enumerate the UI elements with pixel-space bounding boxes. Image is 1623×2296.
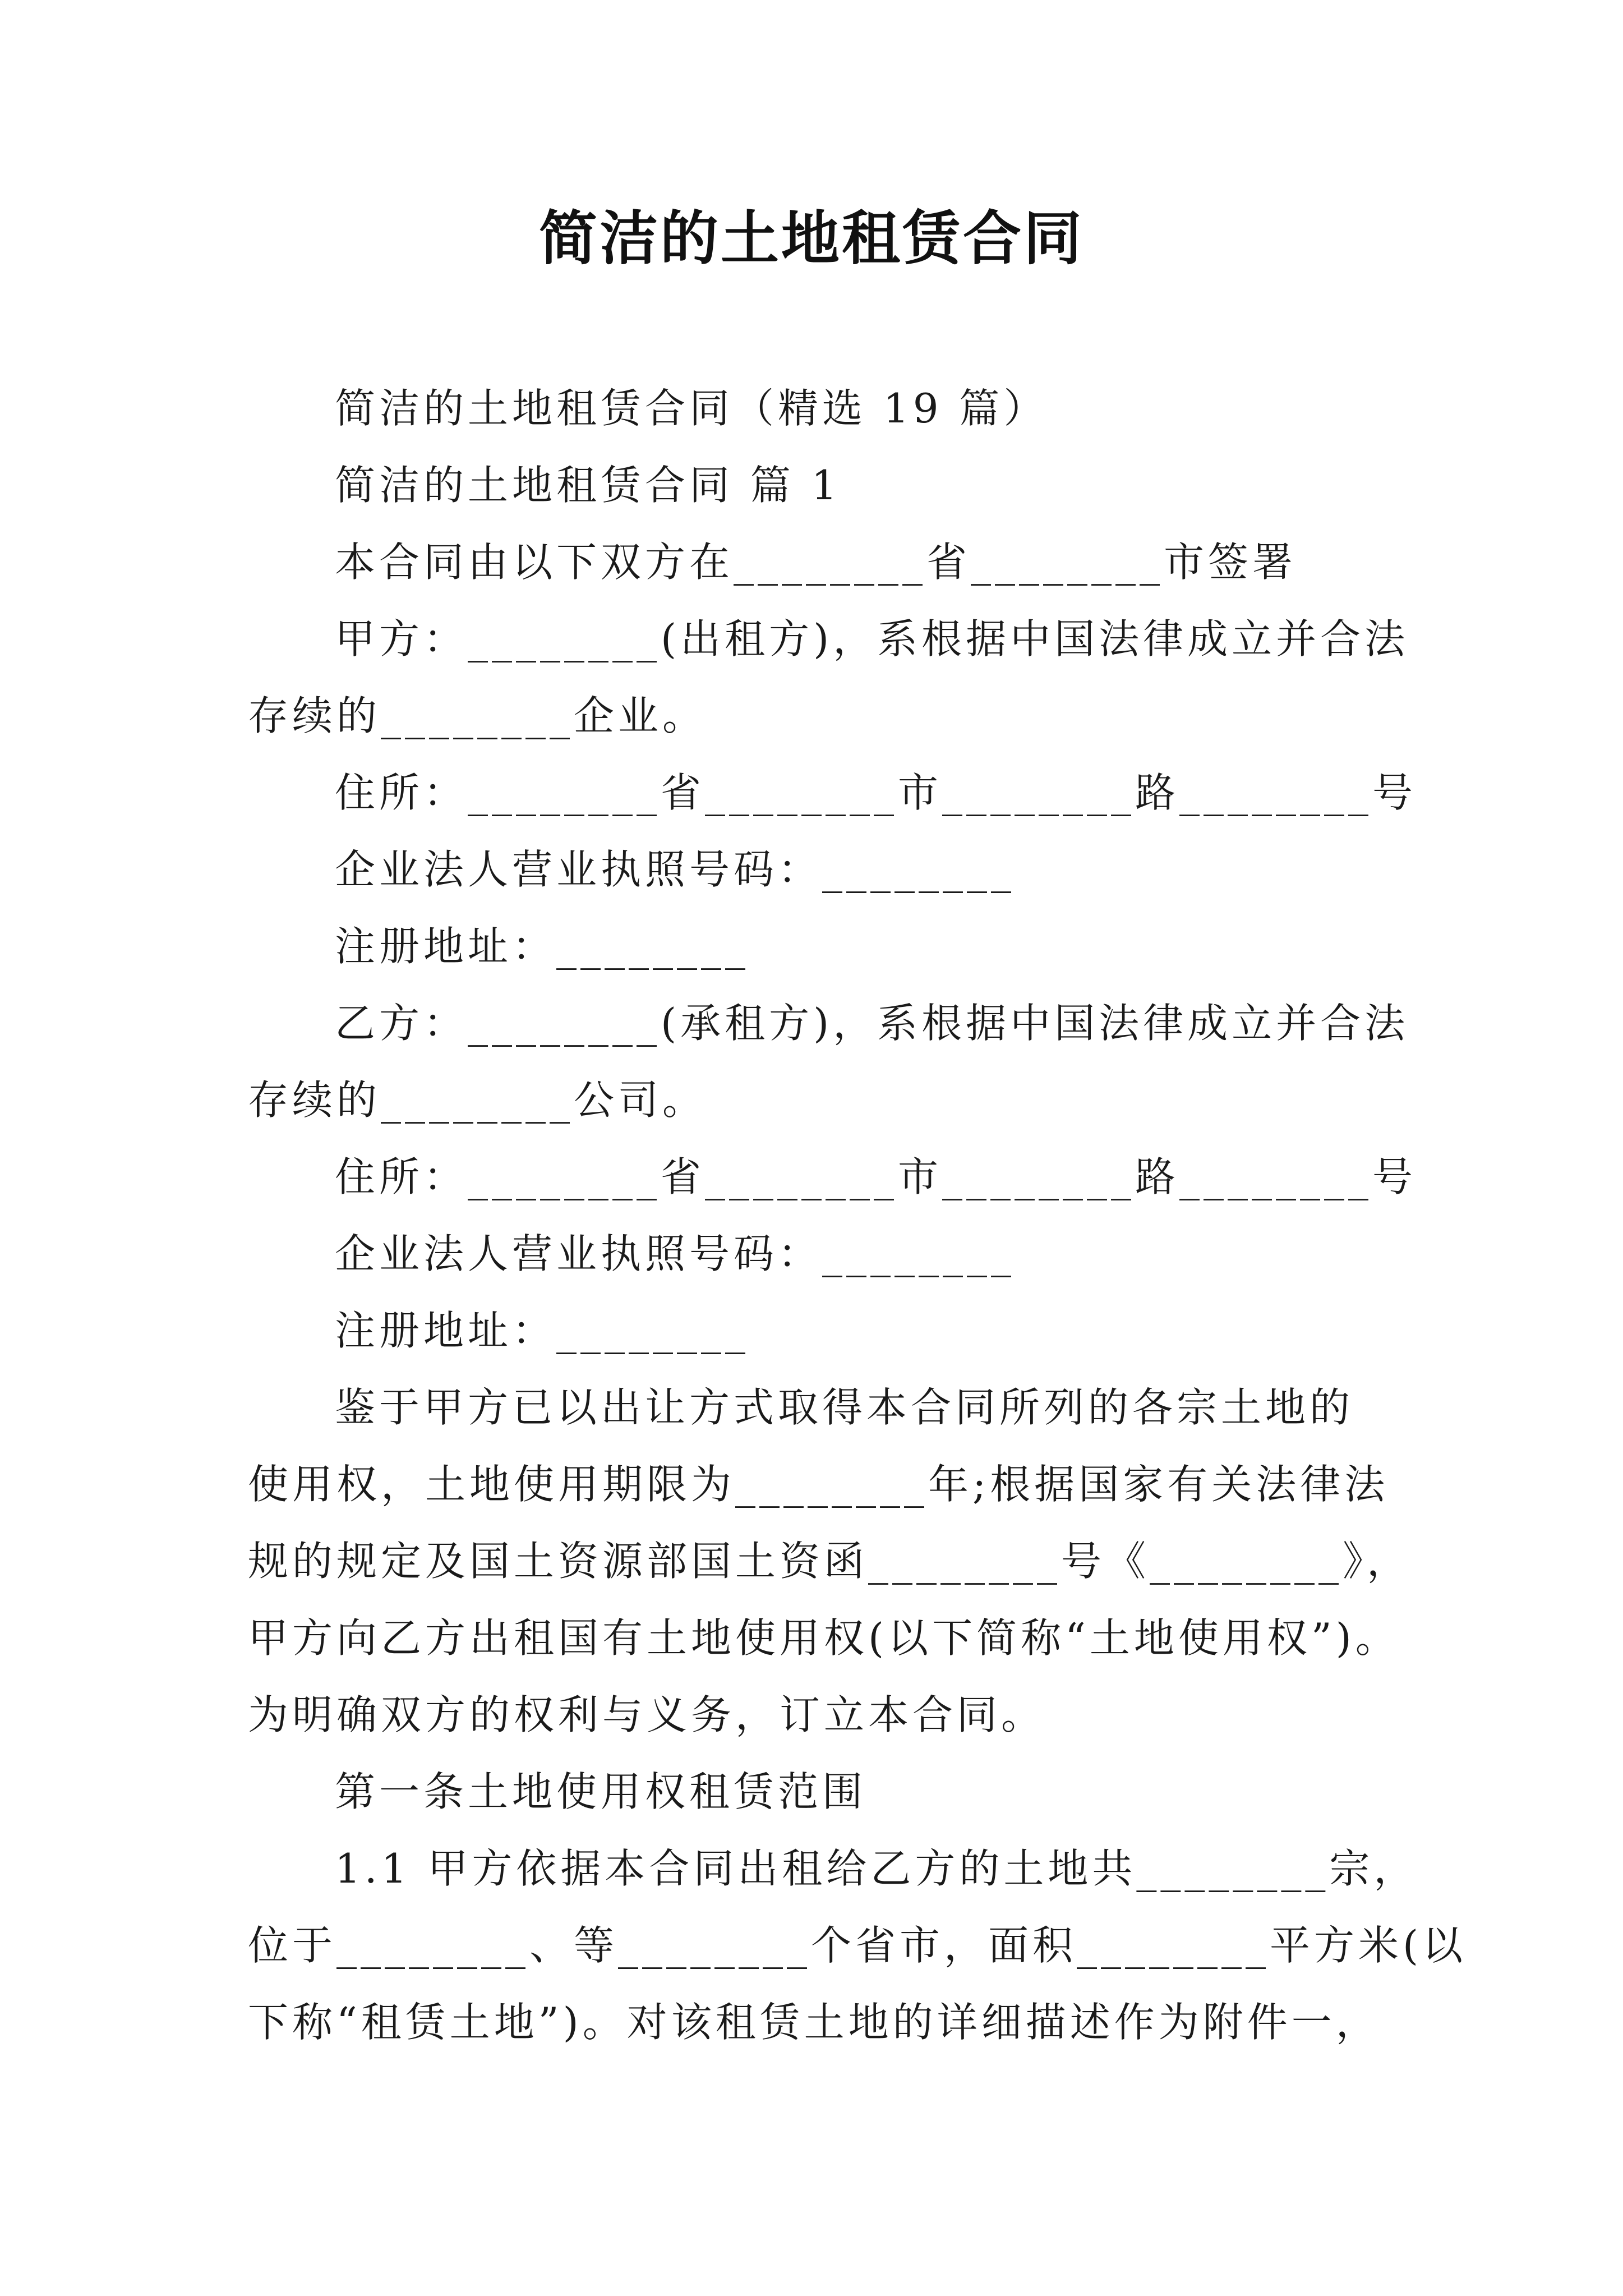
- paragraph-line: 注册地址：________: [335, 1307, 750, 1354]
- paragraph-line: 甲方：________(出租方)，系根据中国法律成立并合法: [335, 615, 1409, 662]
- paragraph-line: 乙方：________(承租方)，系根据中国法律成立并合法: [335, 1000, 1409, 1047]
- paragraph-line: 下称“租赁土地”)。对该租赁土地的详细描述作为附件一，: [248, 1999, 1380, 2046]
- paragraph-line: 住所：________省________市________路________号: [335, 769, 1417, 816]
- paragraph-line: 注册地址：________: [335, 923, 750, 970]
- paragraph-line: 存续的________公司。: [248, 1076, 707, 1124]
- section-heading: 简洁的土地租赁合同 篇 1: [335, 462, 841, 509]
- paragraph-line: 1.1 甲方依据本合同出租给乙方的土地共________宗，: [335, 1845, 1418, 1892]
- paragraph-line: 甲方向乙方出租国有土地使用权(以下简称“土地使用权”)。: [248, 1614, 1400, 1662]
- paragraph-line: 规的规定及国土资源部国土资函________号《________》，: [248, 1538, 1412, 1585]
- paragraph-line: 企业法人营业执照号码：________: [335, 1230, 1016, 1277]
- paragraph-line: 本合同由以下双方在________省________市签署: [335, 539, 1297, 586]
- document-title: 简洁的土地租赁合同: [538, 204, 1084, 273]
- paragraph-line: 存续的________企业。: [248, 692, 707, 739]
- paragraph-line: 位于________、等________个省市，面积________平方米(以: [248, 1922, 1467, 1969]
- clause-heading: 第一条土地使用权租赁范围: [335, 1768, 867, 1815]
- subtitle-line: 简洁的土地租赁合同（精选 19 篇）: [335, 385, 1048, 432]
- paragraph-line: 使用权，土地使用期限为________年;根据国家有关法律法: [248, 1461, 1389, 1508]
- paragraph-line: 企业法人营业执照号码：________: [335, 846, 1016, 893]
- paragraph-line: 为明确双方的权利与义务，订立本合同。: [248, 1691, 1046, 1738]
- paragraph-line: 住所：________省________市________路________号: [335, 1153, 1417, 1200]
- paragraph-line: 鉴于甲方已以出让方式取得本合同所列的各宗土地的: [335, 1384, 1354, 1431]
- document-body: [248, 370, 1467, 2061]
